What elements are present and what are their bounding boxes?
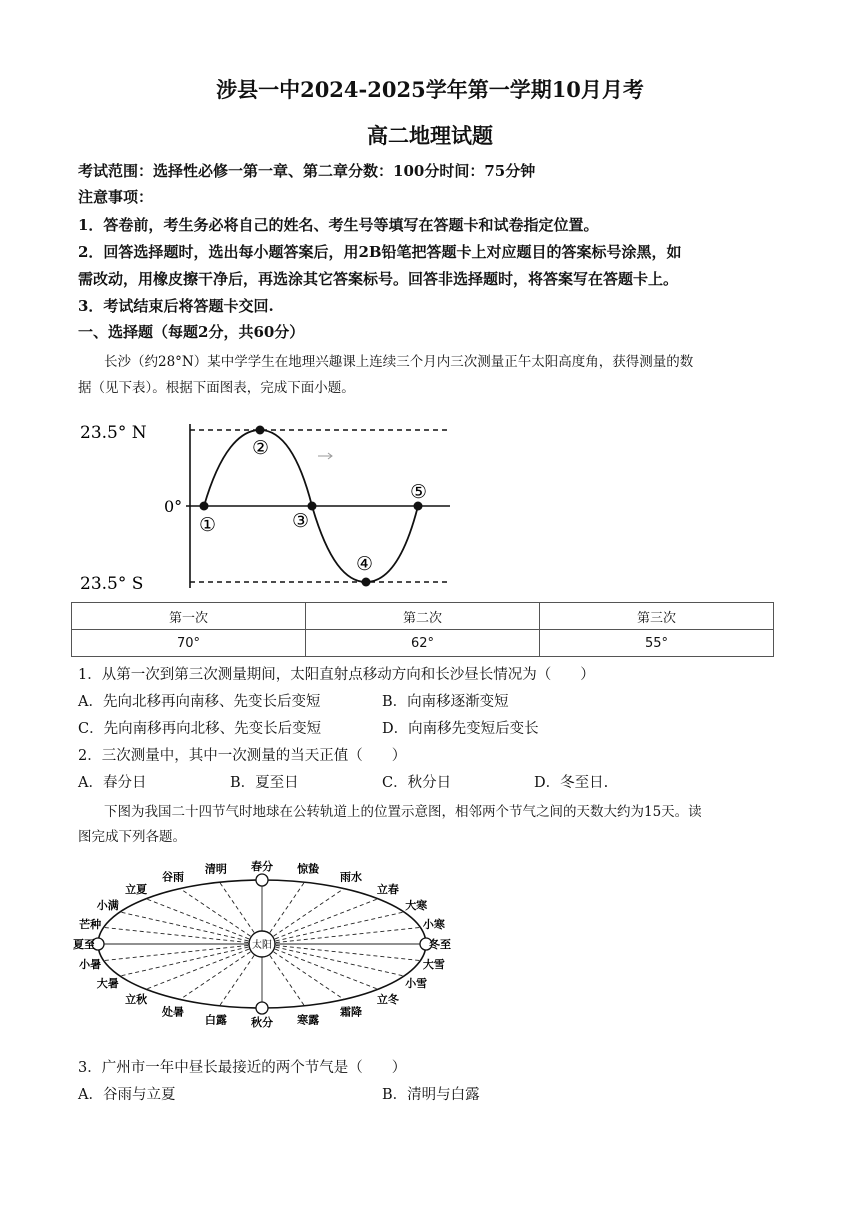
solar-term-label: 秋分 bbox=[251, 1016, 273, 1029]
notes-heading: 注意事项： bbox=[78, 188, 154, 206]
table-cell: 55° bbox=[540, 630, 774, 657]
solar-term-label: 春分 bbox=[251, 860, 273, 873]
earth-position-icon bbox=[256, 874, 268, 886]
label-zero: 0° bbox=[164, 497, 183, 516]
passage-1-line: 长沙（约28°N）某中学学生在地理兴趣课上连续三个月内三次测量正午太阳高度角，获得测量的数 bbox=[104, 354, 694, 370]
solar-term-label: 立秋 bbox=[125, 993, 148, 1007]
orbit-spoke bbox=[262, 944, 404, 976]
solar-terms-orbit-figure bbox=[73, 856, 460, 1036]
orbit-spoke bbox=[104, 927, 262, 944]
solar-term-label: 雨水 bbox=[340, 870, 362, 884]
question-1-option-c: C．先向南移再向北移、先变长后变短 bbox=[78, 721, 322, 737]
note-item: 需改动，用橡皮擦干净后，再选涂其它答案标号。回答非选择题时，将答案写在答题卡上。 bbox=[78, 270, 679, 288]
question-1-stem: 1．从第一次到第三次测量期间，太阳直射点移动方向和长沙昼长情况为（ ） bbox=[78, 667, 595, 683]
solar-term-label: 霜降 bbox=[340, 1005, 362, 1019]
table-header-cell: 第二次 bbox=[306, 603, 540, 630]
passage-1-line: 据（见下表）。根据下面图表，完成下面小题。 bbox=[78, 380, 355, 396]
solar-term-label: 芒种 bbox=[79, 917, 102, 931]
solar-term-label: 惊蛰 bbox=[297, 862, 320, 876]
solar-term-label: 小暑 bbox=[79, 958, 102, 972]
table-header-cell: 第三次 bbox=[540, 603, 774, 630]
point-1-label: ① bbox=[199, 514, 217, 536]
label-23-5-n: 23.5° N bbox=[80, 423, 147, 443]
solar-term-label: 立夏 bbox=[125, 882, 148, 896]
solar-term-label: 大暑 bbox=[96, 977, 119, 990]
solar-term-label: 立冬 bbox=[376, 993, 399, 1007]
solar-term-label: 白露 bbox=[204, 1013, 227, 1027]
orbit-spoke bbox=[180, 944, 262, 999]
orbit-spoke bbox=[120, 944, 262, 976]
point-4-label: ④ bbox=[356, 553, 374, 575]
solar-term-label: 谷雨 bbox=[162, 870, 184, 884]
measurement-table bbox=[71, 602, 774, 657]
solar-term-label: 立春 bbox=[376, 882, 399, 896]
solar-term-label: 小满 bbox=[96, 899, 119, 912]
solar-term-label: 小雪 bbox=[405, 977, 428, 990]
table-cell: 70° bbox=[72, 630, 306, 657]
point-4 bbox=[362, 578, 371, 587]
arrow-icon bbox=[318, 453, 332, 459]
question-2-option-a: A．春分日 bbox=[78, 775, 147, 791]
question-1-option-a: A．先向北移再向南移、先变长后变短 bbox=[78, 694, 321, 710]
passage-2-line: 下图为我国二十四节气时地球在公转轨道上的位置示意图，相邻两个节气之间的天数大约为15天。读 bbox=[104, 804, 702, 820]
orbit-spoke bbox=[262, 927, 420, 944]
point-3-label: ③ bbox=[292, 510, 310, 532]
label-23-5-s: 23.5° S bbox=[80, 574, 144, 594]
table-row bbox=[72, 630, 774, 657]
passage-2-line: 图完成下列各题。 bbox=[78, 829, 186, 845]
question-3-option-a: A．谷雨与立夏 bbox=[78, 1087, 176, 1103]
point-2 bbox=[256, 426, 265, 435]
solar-term-label: 大雪 bbox=[422, 958, 445, 972]
point-5-label: ⑤ bbox=[410, 481, 428, 503]
solar-term-label: 冬至 bbox=[429, 938, 451, 951]
earth-position-icon bbox=[256, 1002, 268, 1014]
question-2-stem: 2．三次测量中，其中一次测量的当天正值（ ） bbox=[78, 748, 407, 764]
table-header-row bbox=[72, 603, 774, 630]
orbit-spoke bbox=[262, 944, 344, 999]
solar-term-label: 清明 bbox=[204, 862, 227, 876]
solar-term-label: 寒露 bbox=[297, 1013, 320, 1027]
question-3-option-b: B．清明与白露 bbox=[382, 1087, 480, 1103]
point-2-label: ② bbox=[252, 437, 270, 459]
orbit-spoke bbox=[262, 889, 344, 944]
solar-term-label: 大寒 bbox=[405, 899, 428, 912]
exam-title: 涉县一中2024-2025学年第一学期10月月考 bbox=[216, 77, 644, 102]
question-2-option-b: B．夏至日 bbox=[230, 775, 299, 791]
exam-subtitle: 高二地理试题 bbox=[367, 123, 493, 148]
orbit-spoke bbox=[262, 944, 420, 961]
question-3-stem: 3．广州市一年中昼长最接近的两个节气是（ ） bbox=[78, 1060, 407, 1076]
note-item: 3．考试结束后将答题卡交回. bbox=[78, 297, 274, 315]
sun-label: 太阳 bbox=[252, 940, 272, 951]
orbit-spoke bbox=[180, 889, 262, 944]
question-1-option-d: D．向南移先变短后变长 bbox=[382, 721, 539, 737]
section-heading: 一、选择题（每题2分，共60分） bbox=[78, 323, 305, 341]
orbit-spoke bbox=[120, 912, 262, 944]
point-1 bbox=[200, 502, 209, 511]
orbit-spoke bbox=[262, 912, 404, 944]
question-2-option-d: D．冬至日. bbox=[534, 775, 609, 791]
question-1-option-b: B．向南移逐渐变短 bbox=[382, 694, 509, 710]
solar-term-label: 小寒 bbox=[422, 917, 445, 931]
solar-declination-figure bbox=[80, 416, 470, 596]
question-2-option-c: C．秋分日 bbox=[382, 775, 452, 791]
table-header-cell: 第一次 bbox=[72, 603, 306, 630]
note-item: 2．回答选择题时，选出每小题答案后，用2B铅笔把答题卡上对应题目的答案标号涂黑，如 bbox=[78, 243, 682, 261]
orbit-spoke bbox=[104, 944, 262, 961]
table-cell: 62° bbox=[306, 630, 540, 657]
note-item: 1．答卷前，考生务必将自己的姓名、考生号等填写在答题卡和试卷指定位置。 bbox=[78, 216, 599, 234]
solar-term-label: 夏至 bbox=[73, 938, 95, 951]
solar-term-label: 处暑 bbox=[162, 1005, 184, 1019]
exam-info: 考试范围：选择性必修一第一章、第二章分数：100分时间：75分钟 bbox=[78, 162, 536, 180]
